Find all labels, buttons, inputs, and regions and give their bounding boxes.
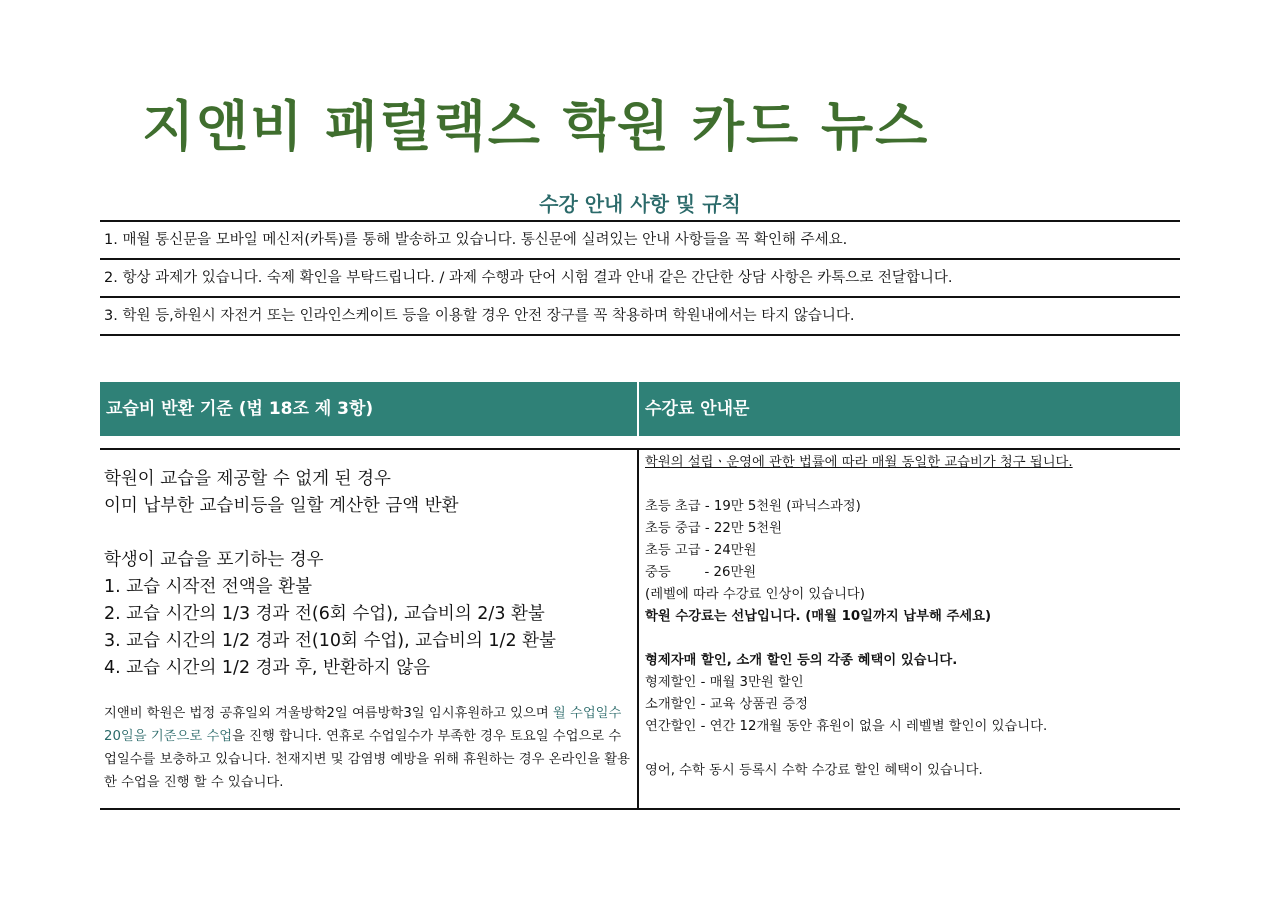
refund-case2-line: 1. 교습 시작전 전액을 환불 <box>104 577 312 597</box>
refund-policy-column <box>100 450 639 808</box>
tuition-notice-column <box>639 450 1180 808</box>
prepay-notice: 학원 수강료는 선납입니다. (매월 10일까지 납부해 주세요) <box>645 609 992 624</box>
refund-case2-line: 학생이 교습을 포기하는 경우 <box>104 550 324 570</box>
fee-line: 초등 중급 - 22만 5천원 <box>645 521 782 536</box>
tuition-notice-header: 수강료 안내문 <box>645 399 750 419</box>
discount-line: 소개할인 - 교육 상품권 증정 <box>645 697 808 712</box>
table-body <box>100 448 1180 810</box>
rule-item: 1. 매월 통신문을 모바일 메신저(카톡)를 통해 발송하고 있습니다. 통신문에 실려있는 안내 사항들을 꼭 확인해 주세요. <box>100 222 1180 260</box>
rule-item: 3. 학원 등,하원시 자전거 또는 인라인스케이트 등을 이용할 경우 안전 장구를 꼭 착용하며 학원내에서는 타지 않습니다. <box>100 298 1180 336</box>
holiday-note-text: 지앤비 학원은 법정 공휴일외 겨울방학2일 여름방학3일 임시휴원하고 있으며 <box>104 706 553 721</box>
rule-item: 2. 항상 과제가 있습니다. 숙제 확인을 부탁드립니다. / 과제 수행과 단어 시험 결과 안내 같은 간단한 상담 사항은 카톡으로 전달합니다. <box>100 260 1180 298</box>
notice-heading: 수강 안내 사항 및 규칙 <box>539 192 741 216</box>
fee-line: 중등 - 26만원 <box>645 565 757 580</box>
discount-line: 형제할인 - 매월 3만원 할인 <box>645 675 804 690</box>
fee-line: 초등 초급 - 19만 5천원 (파닉스과정) <box>645 499 861 514</box>
refund-case2-line: 3. 교습 시간의 1/2 경과 전(10회 수업), 교습비의 1/2 환불 <box>104 631 556 651</box>
discount-line: 연간할인 - 연간 12개월 동안 휴원이 없을 시 레벨별 할인이 있습니다. <box>645 719 1048 734</box>
holiday-note-highlight: 월 수업일수 20일을 기준으로 수업 <box>104 706 622 744</box>
discount-heading: 형제자매 할인, 소개 할인 등의 각종 혜택이 있습니다. <box>645 653 958 668</box>
holiday-note <box>104 702 637 794</box>
combo-discount: 영어, 수학 동시 등록시 수학 수강료 할인 혜택이 있습니다. <box>645 763 983 778</box>
fee-line: (레벨에 따라 수강료 인상이 있습니다) <box>645 587 865 602</box>
rules-list <box>100 220 1180 336</box>
refund-case1-line: 학원이 교습을 제공할 수 없게 된 경우 <box>104 469 391 489</box>
refund-case2-line: 4. 교습 시간의 1/2 경과 후, 반환하지 않음 <box>104 658 431 678</box>
refund-case1-line: 이미 납부한 교습비등을 일할 계산한 금액 반환 <box>104 496 459 516</box>
refund-case2-line: 2. 교습 시간의 1/3 경과 전(6회 수업), 교습비의 2/3 환불 <box>104 604 545 624</box>
tuition-intro: 학원의 설립ㆍ운영에 관한 법률에 따라 매월 동일한 교습비가 청구 됩니다. <box>645 455 1073 470</box>
refund-policy-header: 교습비 반환 기준 (법 18조 제 3항) <box>100 382 639 436</box>
holiday-note-text: 을 진행 합니다. 연휴로 수업일수가 부족한 경우 토요일 수업으로 수업일수를 보충하고 있습니다. 천재지변 및 감염병 예방을 위해 휴원하는 경우 온라인을 활용한 수업을 진행 할 수 있습니다. <box>104 729 630 790</box>
table-header-bar <box>100 382 1180 436</box>
fee-line: 초등 고급 - 24만원 <box>645 543 757 558</box>
page-title: 지앤비 패럴랙스 학원 카드 뉴스 <box>142 95 930 158</box>
